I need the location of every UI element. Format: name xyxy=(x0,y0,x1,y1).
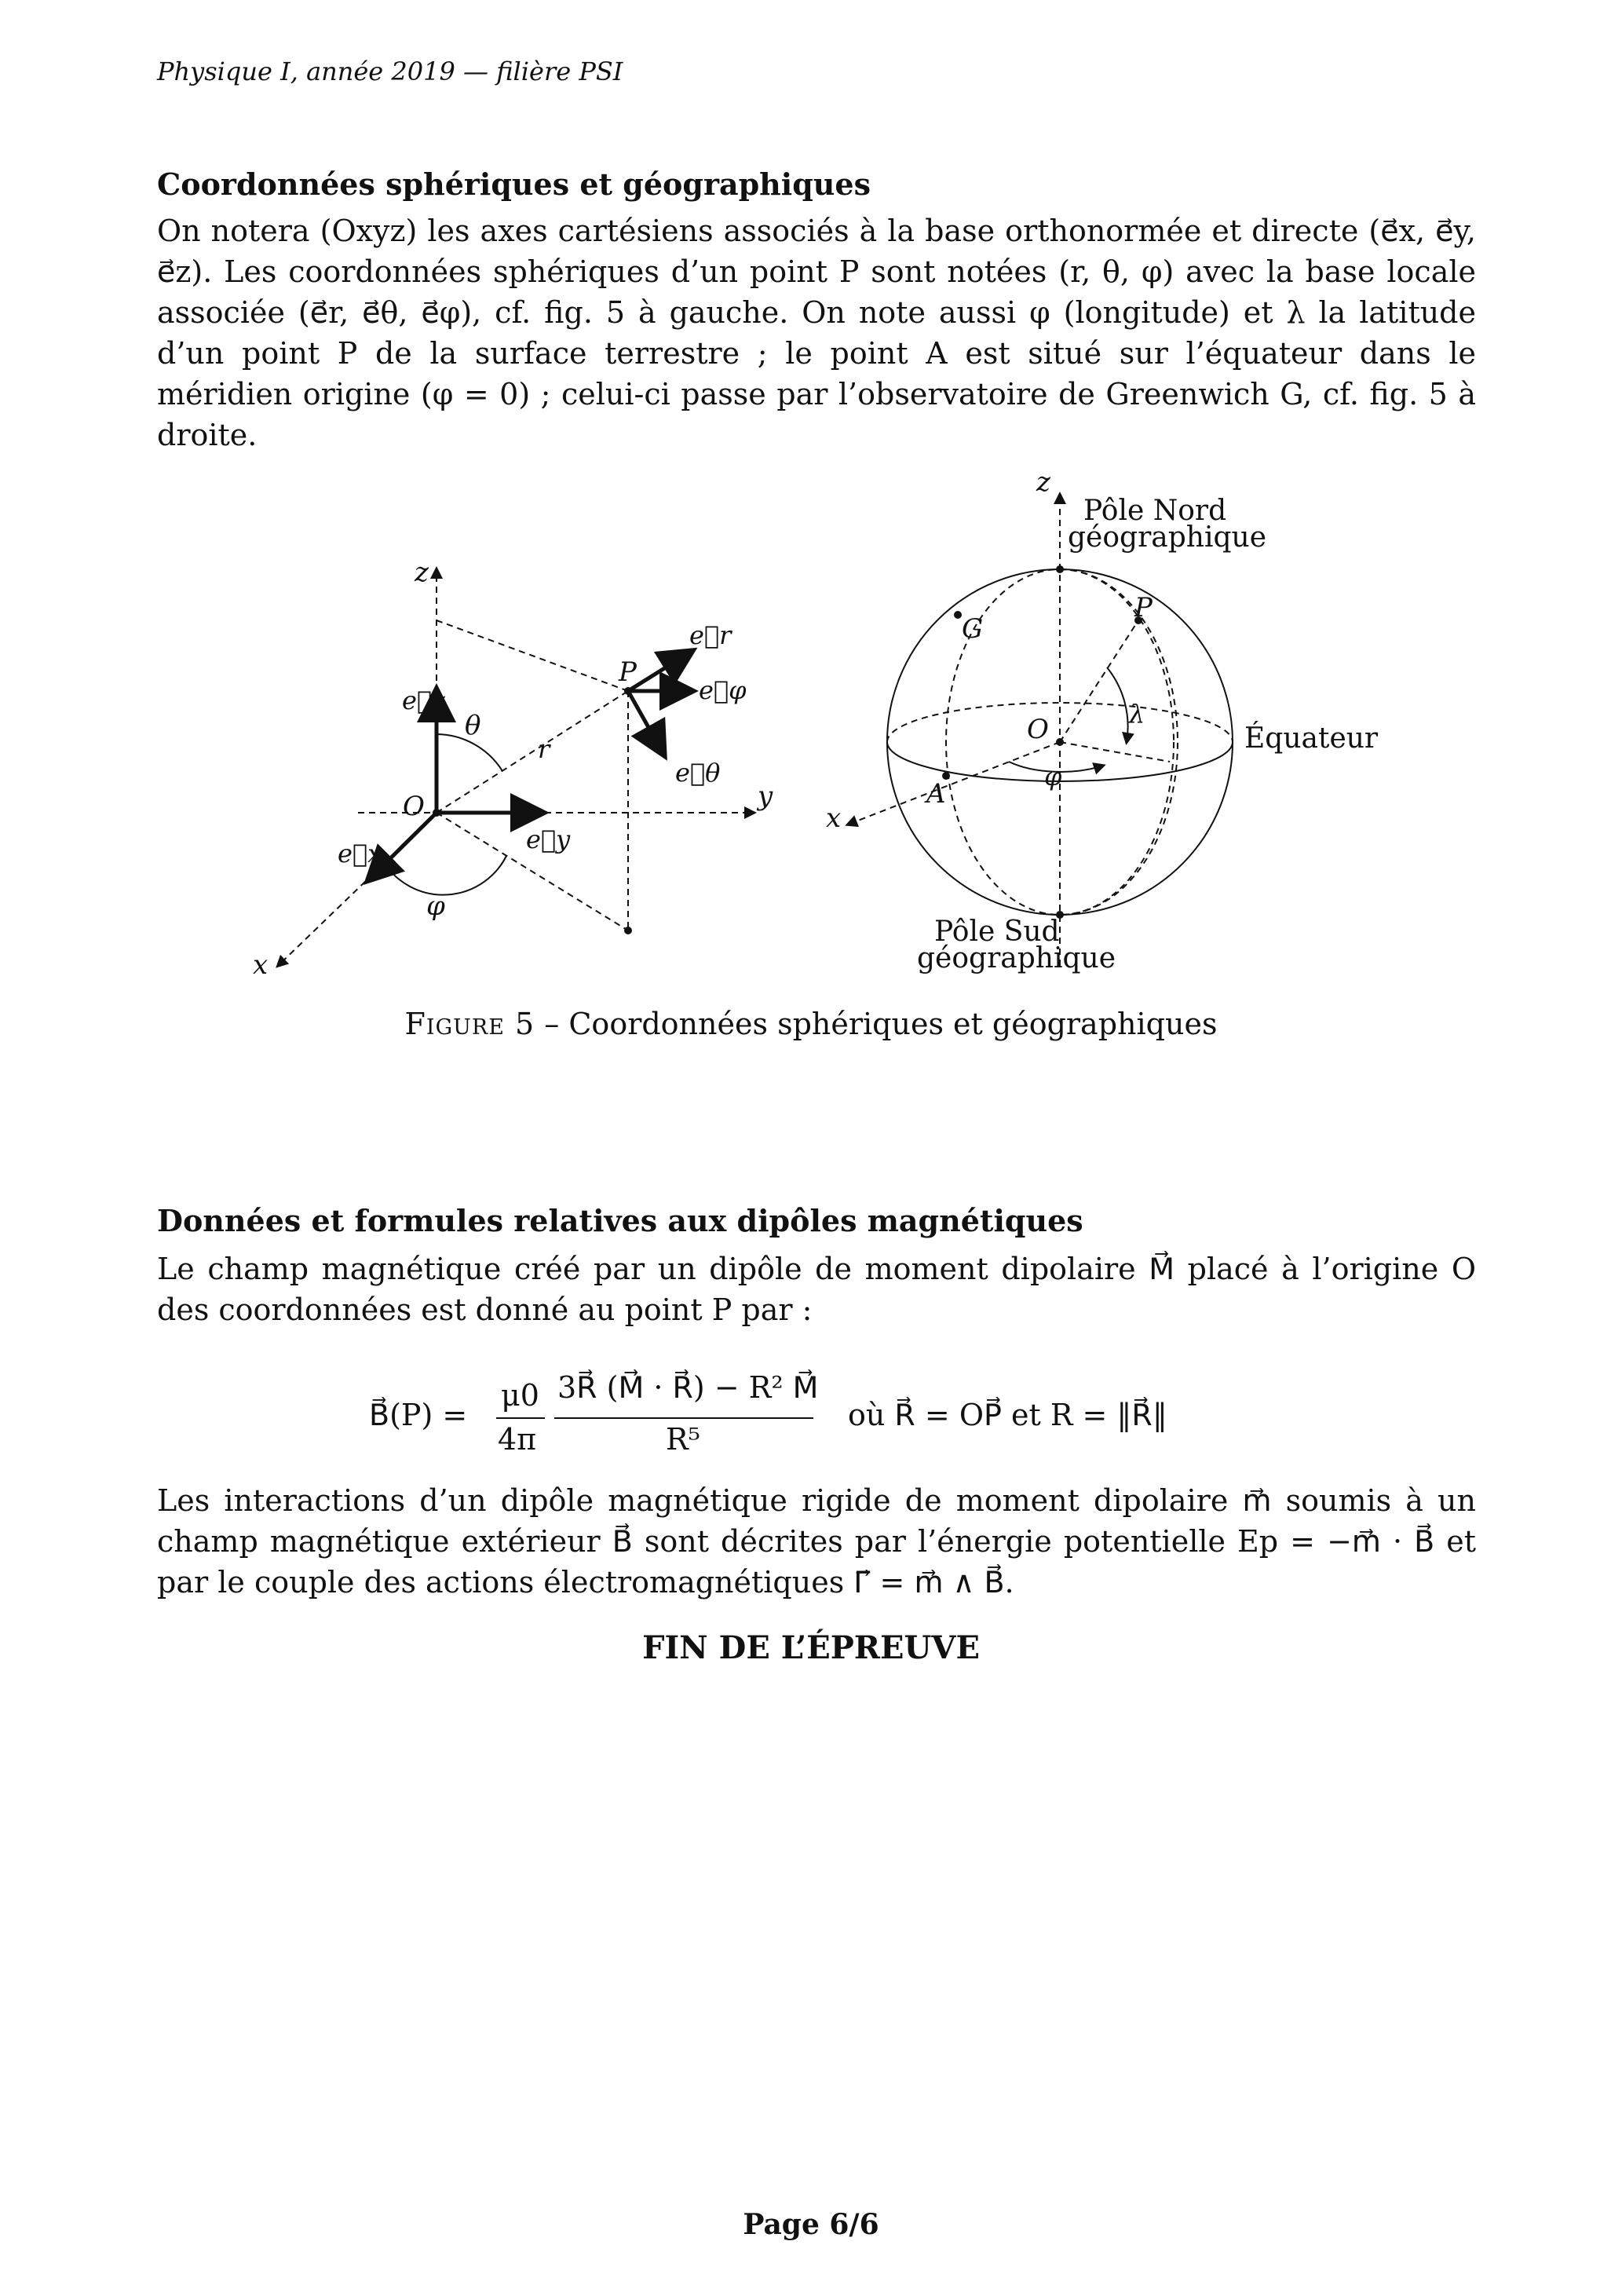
section-title-coordinates: Coordonnées sphériques et géographiques xyxy=(157,166,871,202)
geographic-coordinates-diagram xyxy=(826,466,1379,974)
phi-arc xyxy=(385,856,506,895)
x-axis-right xyxy=(848,742,1060,824)
label-north-pole-1: Pôle Nord xyxy=(1083,495,1227,527)
spherical-coordinates-diagram xyxy=(253,557,773,981)
end-of-exam: FIN DE L’ÉPREUVE xyxy=(642,1629,980,1666)
eq-numerator: 3R⃗ (M⃗ · R⃗) − R² M⃗ xyxy=(557,1370,819,1405)
label-z-right: z xyxy=(1036,466,1050,498)
label-O-right: O xyxy=(1027,714,1049,745)
figure-5 xyxy=(236,463,1413,982)
label-ephi: e⃗φ xyxy=(699,675,747,705)
label-r: r xyxy=(538,734,550,764)
eq-where: où R⃗ = OP⃗ et R = ‖R⃗‖ xyxy=(848,1398,1167,1432)
label-ez: e⃗z xyxy=(402,686,445,715)
label-y: y xyxy=(758,781,773,812)
origin-point xyxy=(433,809,440,817)
figure-caption xyxy=(0,1007,1622,1041)
label-south-pole-2: géographique xyxy=(917,942,1116,974)
label-G: G xyxy=(962,613,984,645)
label-north-pole-2: géographique xyxy=(1068,521,1267,554)
label-z: z xyxy=(415,557,429,588)
paragraph-dipole-field: Le champ magnétique créé par un dipôle de moment dipolaire M⃗ placé à l’origine O des coordonnées est donné au point P par : xyxy=(157,1252,1476,1327)
north-pole-point xyxy=(1056,565,1064,573)
point-G xyxy=(954,611,962,619)
label-south-pole-1: Pôle Sud xyxy=(934,916,1060,948)
point-P xyxy=(624,687,632,695)
etheta-vector xyxy=(628,691,663,754)
label-O: O xyxy=(403,791,425,822)
paragraph-coordinates: On notera (Oxyz) les axes cartésiens associés à la base orthonormée et directe (e⃗x, e⃗y, e⃗z). Les coordonnées sphériques d’un point P sont notées (r, θ, φ) avec la base locale associée (e⃗r, e⃗θ, e⃗φ), cf. fig. 5 à gauche. On note aussi φ (longitude) et λ la latitude d’un point P de la surface terrestre ; le point A est situé sur l’équateur dans le méridien origine (φ = 0) ; celui-ci passe par l’observatoire de Greenwich G, cf. fig. 5 à droite. xyxy=(157,214,1477,452)
label-phi: φ xyxy=(426,890,445,922)
label-etheta: e⃗θ xyxy=(675,758,721,788)
eq-coef-den: 4π xyxy=(498,1422,537,1457)
label-equator: Équateur xyxy=(1244,722,1379,755)
label-theta: θ xyxy=(465,710,481,741)
label-P: P xyxy=(619,656,637,688)
label-x: x xyxy=(253,949,269,981)
label-ex: e⃗x xyxy=(338,839,382,868)
label-A: A xyxy=(926,778,946,810)
eq-main-bar xyxy=(554,1417,813,1419)
eq-coef-bar xyxy=(496,1417,545,1419)
projection-point xyxy=(624,927,632,934)
section-title-dipoles: Données et formules relatives aux dipôles magnétiques xyxy=(157,1203,1083,1238)
label-er: e⃗r xyxy=(689,620,732,650)
caption-label: Figure 5 xyxy=(404,1007,535,1041)
dipole-field-equation xyxy=(369,1362,1390,1480)
meridian-P xyxy=(1060,569,1178,915)
label-P-right: P xyxy=(1134,592,1153,623)
eq-coef-num: μ0 xyxy=(501,1378,539,1413)
page-header: Physique I, année 2019 — filière PSI xyxy=(157,57,623,86)
center-point xyxy=(1056,738,1064,746)
label-ey: e⃗y xyxy=(526,824,571,854)
label-x-right: x xyxy=(826,803,842,834)
page-number: Page 6/6 xyxy=(743,2208,879,2241)
caption-text: – Coordonnées sphériques et géographiques xyxy=(535,1007,1218,1041)
paragraph-dipole-interactions: Les interactions d’un dipôle magnétique rigide de moment dipolaire m⃗ soumis à un champ magnétique extérieur B⃗ sont décrites par l’énergie potentielle Ep = −m⃗ · B⃗ et par le couple des actions électromagnétiques Γ⃗ = m⃗ ∧ B⃗. xyxy=(157,1483,1476,1600)
figure-5-diagram xyxy=(236,463,1413,982)
label-phi-right: φ xyxy=(1044,762,1062,792)
eq-denominator: R⁵ xyxy=(666,1422,700,1457)
label-lambda: λ xyxy=(1129,699,1145,729)
eq-lhs: B⃗(P) = xyxy=(369,1398,468,1432)
er-vector xyxy=(628,652,691,691)
